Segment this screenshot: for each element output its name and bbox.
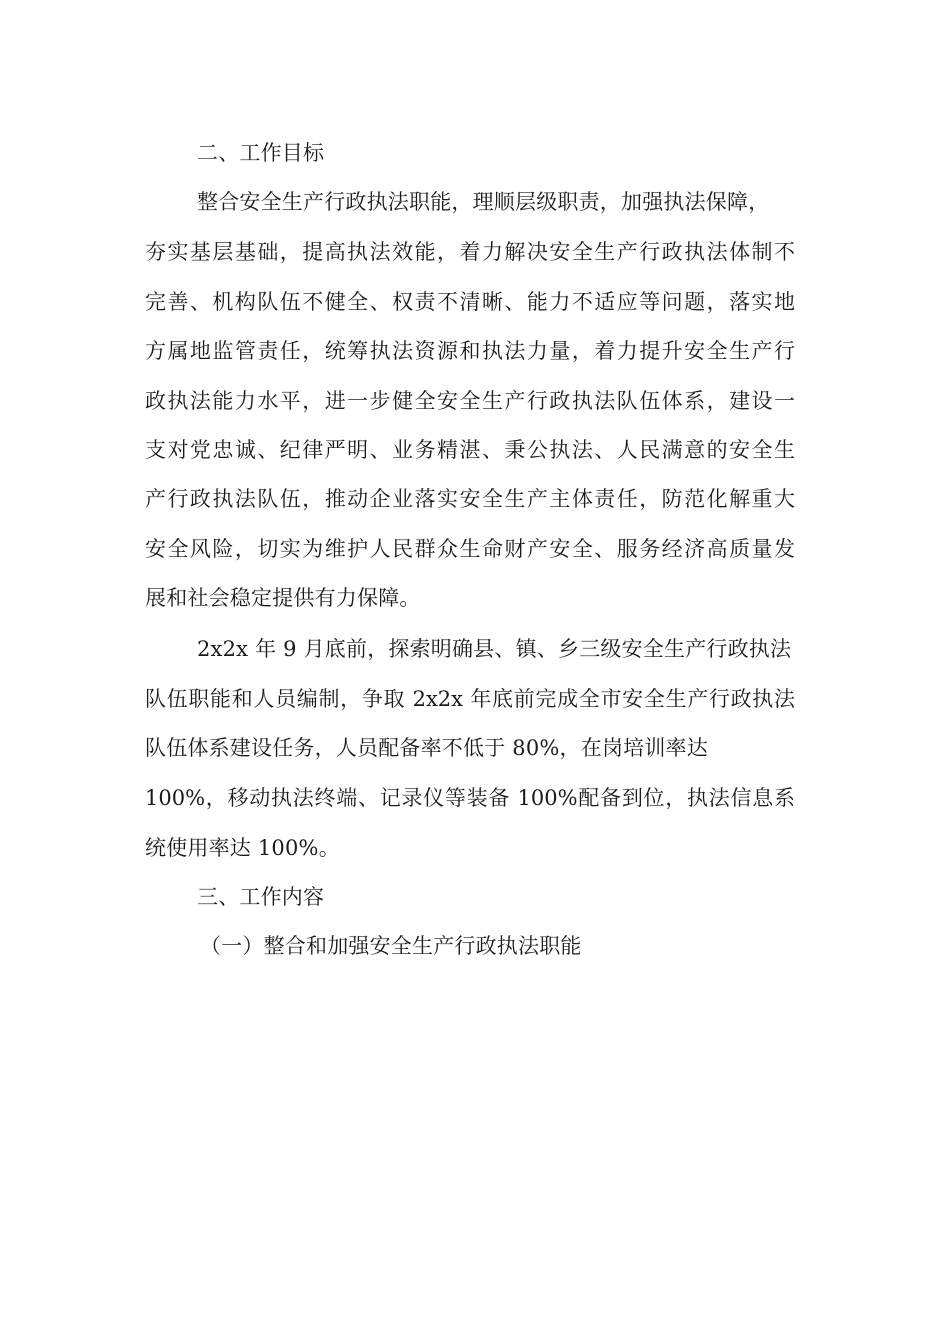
paragraph-one-line: 整合安全生产行政执法职能，理顺层级职责，加强执法保障，	[197, 190, 770, 214]
paragraph-two-line: 2x2x 年 9 月底前，探索明确县、镇、乡三级安全生产行政执法	[197, 637, 792, 661]
paragraph-one-line: 方属地监管责任，统筹执法资源和执法力量，着力提升安全生产行	[145, 339, 795, 363]
section-two-heading: 二、工作目标	[197, 141, 325, 165]
paragraph-one-line: 夯实基层基础，提高执法效能，着力解决安全生产行政执法体制不	[145, 240, 795, 264]
paragraph-one-line: 完善、机构队伍不健全、权责不清晰、能力不适应等问题，落实地	[145, 290, 795, 314]
paragraph-two-line: 统使用率达 100%。	[145, 836, 340, 860]
paragraph-one-line: 安全风险，切实为维护人民群众生命财产安全、服务经济高质量发	[145, 537, 795, 561]
paragraph-one-line: 展和社会稳定提供有力保障。	[145, 586, 421, 610]
section-three-heading: 三、工作内容	[197, 885, 325, 909]
paragraph-two-line: 100%，移动执法终端、记录仪等装备 100%配备到位，执法信息系	[145, 786, 795, 810]
subsection-one-heading: （一）整合和加强安全生产行政执法职能	[200, 934, 582, 958]
paragraph-one-line: 产行政执法队伍，推动企业落实安全生产主体责任，防范化解重大	[145, 487, 795, 511]
paragraph-one-line: 支对党忠诚、纪律严明、业务精湛、秉公执法、人民满意的安全生	[145, 438, 795, 462]
paragraph-one-line: 政执法能力水平，进一步健全安全生产行政执法队伍体系，建设一	[145, 389, 795, 413]
paragraph-two-line: 队伍职能和人员编制，争取 2x2x 年底前完成全市安全生产行政执法	[145, 687, 795, 711]
paragraph-two-line: 队伍体系建设任务，人员配备率不低于 80%，在岗培训率达	[145, 736, 708, 760]
